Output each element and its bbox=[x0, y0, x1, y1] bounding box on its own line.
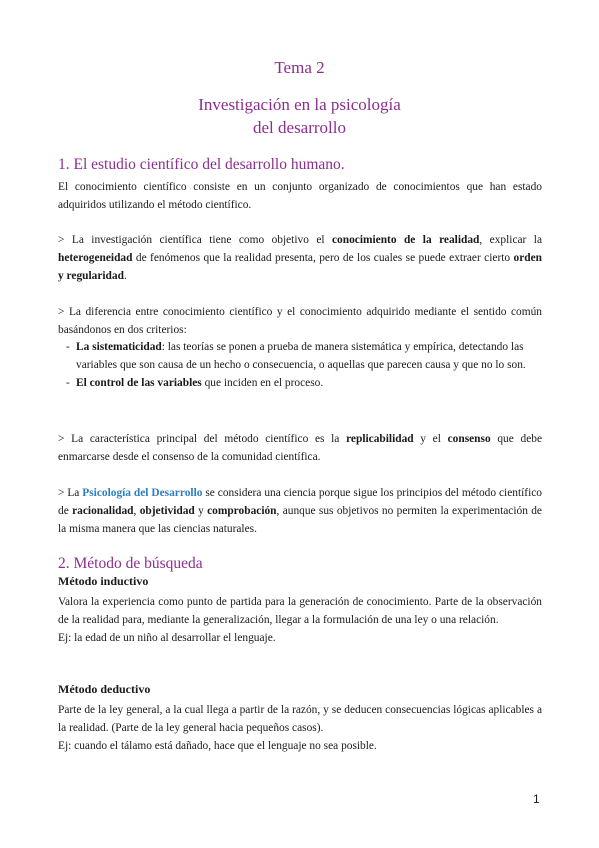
paragraph-difference: > La diferencia entre conocimiento científico y el conocimiento adquirido mediante el sentido común basándonos en dos criterios: bbox=[58, 306, 542, 337]
text-run: : las teorías se ponen a prueba de manera sistemática y empírica, detectando las variables que son causa de un hecho o consecuencia, o aquellas que parecen causa y que no lo son. bbox=[76, 341, 526, 372]
deductive-description: Parte de la ley general, a la cual llega a partir de la razón, y se deducen consecuencias lógicas aplicables a la realidad. (Parte de la ley general hacia pequeños casos). bbox=[58, 704, 542, 735]
bold-term: comprobación bbox=[207, 505, 277, 518]
deductive-example: Ej: cuando el tálamo está dañado, hace que el lenguaje no sea posible. bbox=[58, 740, 377, 753]
text-run: y el bbox=[413, 433, 448, 445]
section2-heading: 2. Método de búsqueda bbox=[58, 555, 203, 572]
paragraph-characteristic bbox=[58, 430, 542, 466]
text-run: que inciden en el proceso. bbox=[201, 377, 324, 390]
criteria-list bbox=[68, 338, 542, 393]
list-item bbox=[68, 374, 542, 392]
list-dash: - bbox=[66, 341, 70, 353]
text-run: , aunque sus objetivos no permiten la experimentación de la misma manera que las ciencias naturales. bbox=[58, 505, 542, 536]
list-dash: - bbox=[66, 377, 70, 390]
text-run: de fenómenos que la realidad presenta, pero de los cuales se puede extraer cierto bbox=[132, 252, 514, 265]
deductive-method-title: Método deductivo bbox=[58, 682, 151, 696]
inductive-method-text bbox=[58, 593, 542, 648]
bold-term: El control de las variables bbox=[76, 377, 202, 390]
text-run: > La característica principal del método científico es la bbox=[58, 433, 347, 445]
text-run: . bbox=[123, 270, 127, 283]
bold-term: La sistematicidad bbox=[76, 341, 162, 353]
paragraph-objective bbox=[58, 231, 542, 286]
inductive-example: Ej: la edad de un niño al desarrollar el lenguaje. bbox=[58, 632, 276, 645]
inductive-description: Valora la experiencia como punto de partida para la generación de conocimiento. Parte de la observación de la realidad para, mediante la generalización, llegar a la formulación de una ley o una relación. bbox=[58, 596, 542, 627]
text-run: , explicar la bbox=[479, 234, 543, 246]
bold-term: racionalidad bbox=[72, 505, 134, 518]
text-run: se considera una ciencia porque sigue los principios del método científico de bbox=[58, 487, 542, 518]
bold-term: orden y regularidad bbox=[58, 252, 542, 283]
bold-term: consenso bbox=[447, 433, 491, 445]
bold-term: objetividad bbox=[139, 505, 195, 518]
page-title-line2: del desarrollo bbox=[253, 118, 346, 137]
page-title-line1: Investigación en la psicología bbox=[198, 95, 401, 114]
paragraph-science bbox=[58, 484, 542, 539]
text-run: > La investigación científica tiene como objetivo el bbox=[58, 234, 332, 246]
topic-label: Tema 2 bbox=[274, 58, 325, 77]
inductive-method-title: Método inductivo bbox=[58, 574, 149, 588]
section1-heading: 1. El estudio científico del desarrollo humano. bbox=[58, 156, 345, 173]
highlight-term: Psicología del Desarrollo bbox=[82, 487, 203, 499]
text-run: que debe enmarcarse desde el consenso de la comunidad científica. bbox=[58, 433, 542, 464]
page-number: 1 bbox=[533, 792, 540, 806]
text-run: > La bbox=[58, 487, 83, 499]
deductive-method-text bbox=[58, 701, 542, 756]
text-run: y bbox=[194, 505, 208, 518]
text-run: , bbox=[133, 505, 140, 518]
bold-term: replicabilidad bbox=[346, 433, 414, 445]
list-item bbox=[68, 338, 542, 374]
bold-term: heterogeneidad bbox=[58, 252, 133, 265]
bold-term: conocimiento de la realidad bbox=[332, 234, 480, 246]
section1-intro: El conocimiento científico consiste en un conjunto organizado de conocimientos que han estado adquiridos utilizando el método científico. bbox=[58, 181, 542, 212]
